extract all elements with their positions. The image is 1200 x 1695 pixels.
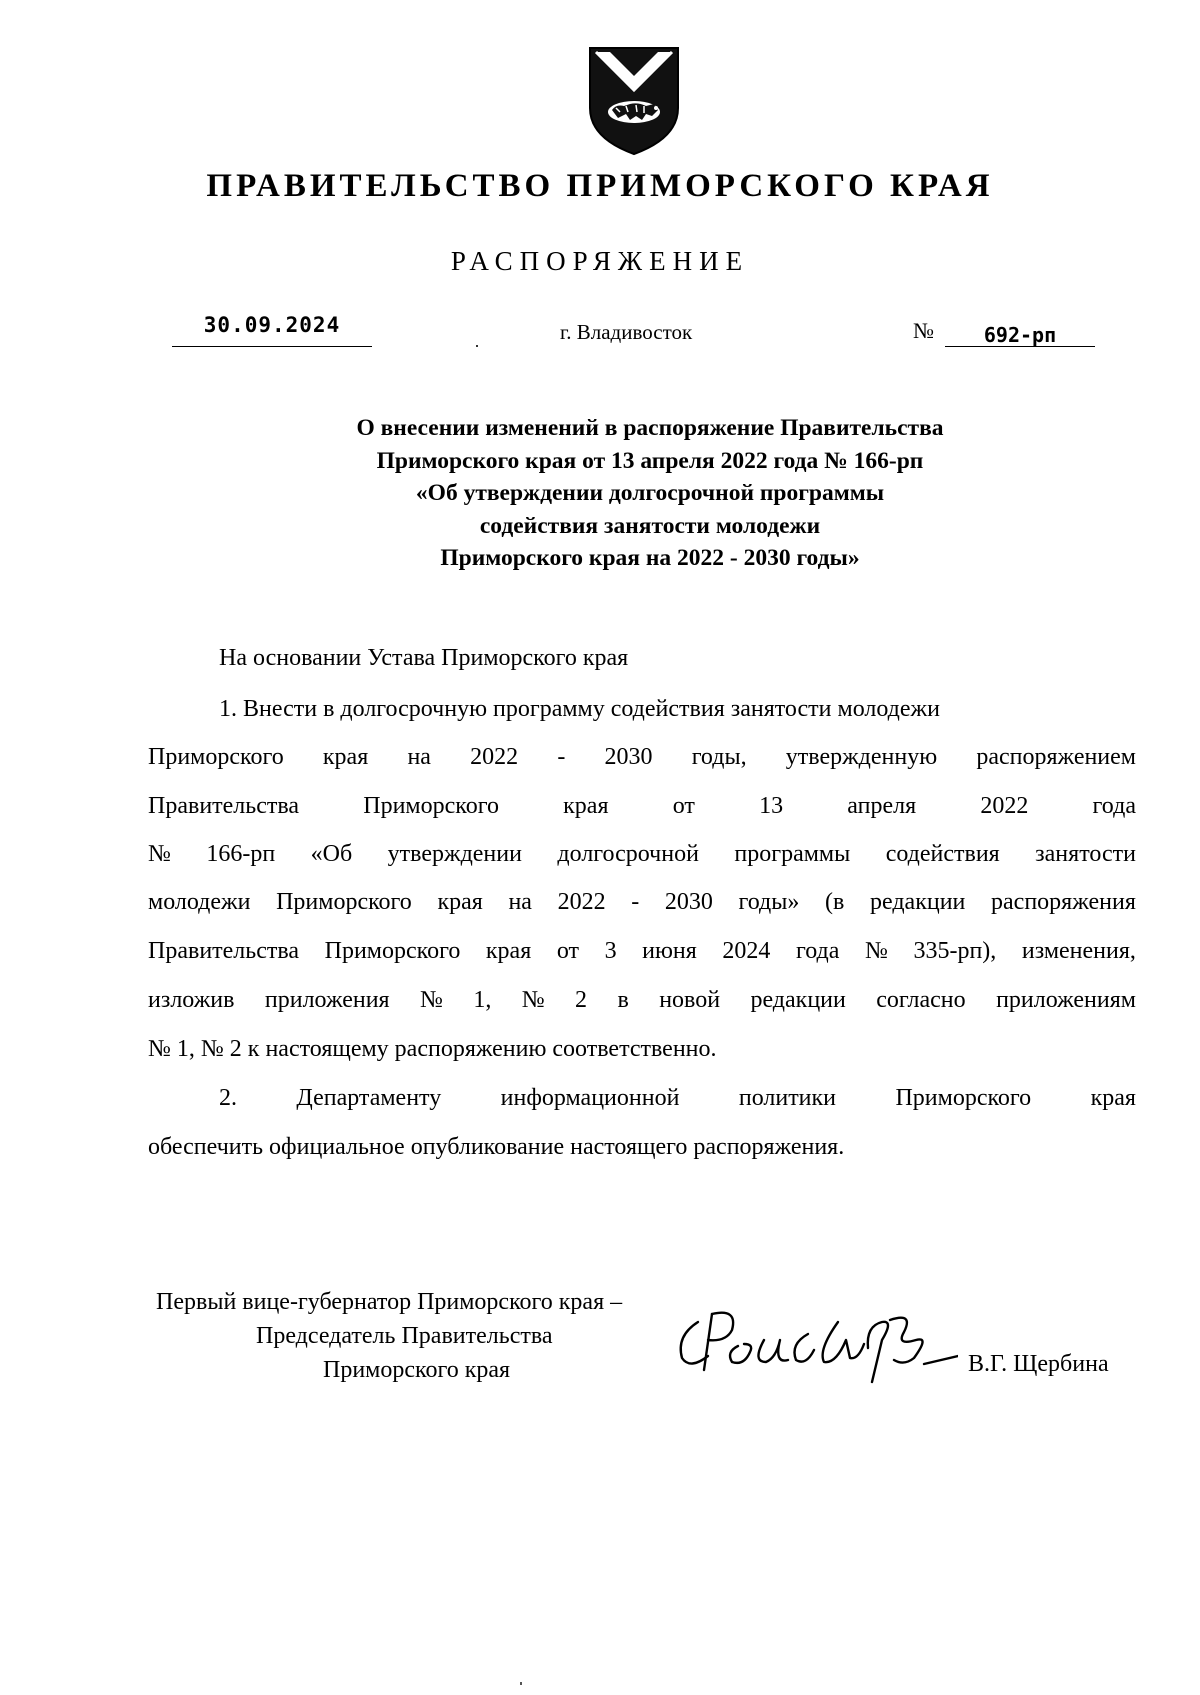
word: 2030 xyxy=(664,889,713,915)
word: в xyxy=(617,987,629,1013)
word: 2. xyxy=(219,1085,237,1111)
word: 2030 xyxy=(604,744,653,770)
word: утверждении xyxy=(387,841,522,867)
basis-paragraph: На основании Устава Приморского края xyxy=(219,645,629,671)
word: 13 xyxy=(759,793,784,819)
word: Приморского xyxy=(363,793,499,819)
government-title: ПРАВИТЕЛЬСТВО ПРИМОРСКОГО КРАЯ xyxy=(206,168,994,204)
word: - xyxy=(557,744,566,770)
item1-line xyxy=(148,889,1136,916)
item2-line xyxy=(219,1085,1136,1112)
word: политики xyxy=(738,1085,837,1111)
word: занятости xyxy=(1035,841,1136,867)
item1-line: 1. Внести в долгосрочную программу содействия занятости молодежи xyxy=(219,696,940,722)
word: содействия xyxy=(885,841,1000,867)
word: 2 xyxy=(575,987,588,1013)
word: - xyxy=(631,889,640,915)
document-city: г. Владивосток xyxy=(560,320,693,344)
heading-line: «Об утверждении долгосрочной программы xyxy=(415,480,885,506)
word: новой xyxy=(659,987,721,1013)
word: 2022 xyxy=(470,744,519,770)
word: программы xyxy=(734,841,851,867)
scan-mark xyxy=(520,1682,522,1685)
handwritten-signature xyxy=(668,1300,958,1384)
word: июня xyxy=(642,938,697,964)
dot-mark xyxy=(476,345,478,347)
document-date: 30.09.2024 xyxy=(203,313,341,337)
word: Приморского xyxy=(276,889,412,915)
word: Приморского xyxy=(324,938,461,964)
word: изменения, xyxy=(1021,938,1136,964)
word: на xyxy=(508,889,532,915)
heading-line: О внесении изменений в распоряжение Правительства xyxy=(356,415,944,441)
item2-line: обеспечить официальное опубликование настоящего распоряжения. xyxy=(148,1134,845,1160)
date-underline xyxy=(172,346,372,347)
signer-title-line: Первый вице-губернатор Приморского края – xyxy=(156,1289,623,1315)
word: 2024 xyxy=(722,938,771,964)
word: редакции xyxy=(750,987,846,1013)
signer-title-line: Приморского края xyxy=(323,1357,511,1383)
word: утвержденную xyxy=(785,744,938,770)
word: «Об xyxy=(310,841,353,867)
word: приложениям xyxy=(996,987,1136,1013)
heading-line: Приморского края на 2022 - 2030 годы» xyxy=(440,545,860,571)
item1-line xyxy=(148,841,1136,868)
word: долгосрочной xyxy=(557,841,699,867)
number-sign: № xyxy=(913,318,934,343)
word: Приморского xyxy=(148,744,284,770)
word: редакции xyxy=(870,889,966,915)
word: 1, xyxy=(473,987,492,1013)
word: № xyxy=(864,938,888,964)
word: 2022 xyxy=(557,889,606,915)
word: согласно xyxy=(876,987,966,1013)
word: (в xyxy=(825,889,845,915)
word: № xyxy=(148,841,171,867)
word: годы» xyxy=(738,889,800,915)
item1-line xyxy=(148,793,1136,820)
item1-line xyxy=(148,987,1136,1014)
word: 335-рп), xyxy=(913,938,997,964)
number-underline xyxy=(945,346,1095,347)
word: № xyxy=(521,987,545,1013)
word: края xyxy=(485,938,532,964)
item1-line xyxy=(148,744,1136,771)
word: на xyxy=(407,744,431,770)
document-number: 692-рп xyxy=(983,323,1057,347)
item1-line: № 1, № 2 к настоящему распоряжению соответственно. xyxy=(148,1036,717,1062)
word: края xyxy=(1090,1085,1136,1111)
word: молодежи xyxy=(148,889,251,915)
document-type: РАСПОРЯЖЕНИЕ xyxy=(450,246,750,276)
signer-title-line: Председатель Правительства xyxy=(256,1323,553,1349)
heading-line: Приморского края от 13 апреля 2022 года № 166-рп xyxy=(376,447,924,474)
coat-of-arms-icon xyxy=(586,46,682,156)
word: апреля xyxy=(847,793,917,819)
word: 3 xyxy=(604,938,617,964)
document-heading xyxy=(200,412,1100,575)
word: распоряжением xyxy=(976,744,1136,770)
word: края xyxy=(437,889,483,915)
item1-line xyxy=(148,938,1136,965)
word: годы, xyxy=(691,744,747,770)
word: года xyxy=(795,938,840,964)
word: распоряжения xyxy=(991,889,1136,915)
word: края xyxy=(563,793,609,819)
word: № xyxy=(420,987,443,1013)
word: Правительства xyxy=(148,793,300,819)
word: Департаменту xyxy=(296,1085,442,1111)
word: Правительства xyxy=(148,938,300,964)
heading-line: содействия занятости молодежи xyxy=(479,512,821,539)
word: года xyxy=(1092,793,1136,819)
word: изложив xyxy=(148,987,235,1013)
word: от xyxy=(672,793,695,819)
word: Приморского xyxy=(895,1085,1032,1111)
word: информационной xyxy=(500,1085,680,1111)
word: 2022 xyxy=(980,793,1029,819)
word: 166-рп xyxy=(206,841,276,867)
signer-name: В.Г. Щербина xyxy=(968,1351,1109,1377)
word: приложения xyxy=(264,987,390,1013)
word: от xyxy=(556,938,579,964)
word: края xyxy=(322,744,369,770)
